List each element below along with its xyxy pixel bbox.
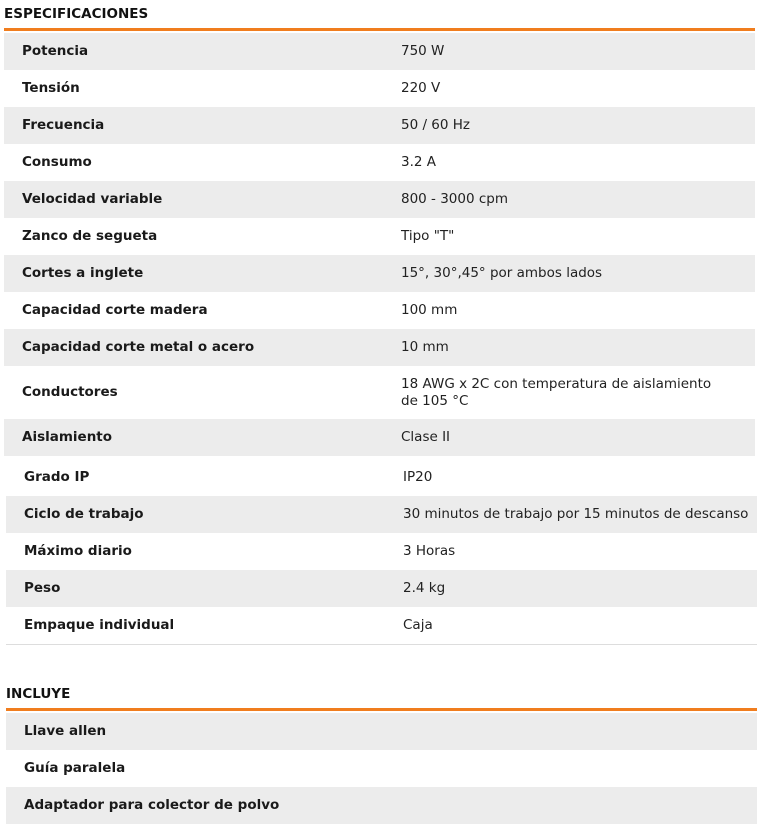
spec-value: Tipo "T" — [401, 228, 455, 244]
incluye-table — [6, 713, 757, 824]
spec-value: 30 minutos de trabajo por 15 minutos de descanso — [403, 496, 757, 533]
spec-value: 800 - 3000 cpm — [401, 181, 755, 218]
spec-value: Caja — [403, 617, 433, 633]
spec-label: Tensión — [22, 80, 80, 96]
spec-row-ciclo — [6, 496, 757, 533]
incluye-item-label: Llave allen — [6, 713, 757, 750]
spec-label: Empaque individual — [24, 617, 175, 633]
incluye-row — [6, 787, 757, 824]
especificaciones-table-a — [4, 33, 755, 456]
spec-row-conductores — [4, 366, 755, 419]
spec-row-madera — [4, 292, 755, 329]
especificaciones-accent-rule — [4, 28, 755, 31]
spec-value: 10 mm — [401, 329, 755, 366]
spec-label: Zanco de segueta — [22, 228, 158, 244]
spec-label: Máximo diario — [24, 543, 132, 559]
spec-row-tension — [4, 70, 755, 107]
incluye-row — [6, 750, 757, 787]
spec-value: 3 Horas — [403, 543, 456, 559]
incluye-row — [6, 713, 757, 750]
spec-label: Ciclo de trabajo — [6, 496, 403, 533]
spec-row-empaque — [6, 607, 757, 644]
especificaciones-title: ESPECIFICACIONES — [4, 6, 149, 22]
spec-label: Frecuencia — [4, 107, 401, 144]
spec-row-potencia — [4, 33, 755, 70]
spec-row-inglete — [4, 255, 755, 292]
especificaciones-table-b — [6, 459, 757, 644]
especificaciones-bottom-divider — [6, 644, 757, 645]
incluye-item-label: Adaptador para colector de polvo — [6, 787, 757, 824]
spec-row-grado-ip — [6, 459, 757, 496]
spec-row-frecuencia — [4, 107, 755, 144]
spec-value: 750 W — [401, 33, 755, 70]
spec-value: 220 V — [401, 80, 441, 96]
spec-row-peso — [6, 570, 757, 607]
spec-label: Aislamiento — [4, 419, 401, 456]
spec-label: Conductores — [22, 384, 118, 400]
spec-label: Capacidad corte madera — [22, 302, 208, 318]
spec-row-metal — [4, 329, 755, 366]
incluye-title: INCLUYE — [6, 686, 71, 702]
spec-value: Clase II — [401, 419, 755, 456]
spec-value: 3.2 A — [401, 154, 436, 170]
spec-label: Consumo — [22, 154, 92, 170]
spec-value: IP20 — [403, 469, 433, 485]
spec-label: Velocidad variable — [4, 181, 401, 218]
spec-row-velocidad — [4, 181, 755, 218]
spec-row-aislamiento — [4, 419, 755, 456]
spec-label: Potencia — [4, 33, 401, 70]
incluye-accent-rule — [6, 708, 757, 711]
spec-label: Peso — [6, 570, 403, 607]
spec-row-zanco — [4, 218, 755, 255]
spec-row-consumo — [4, 144, 755, 181]
spec-value: 100 mm — [401, 302, 458, 318]
spec-label: Grado IP — [24, 469, 90, 485]
spec-label: Cortes a inglete — [4, 255, 401, 292]
spec-value: 50 / 60 Hz — [401, 107, 755, 144]
incluye-item-label: Guía paralela — [24, 760, 126, 776]
spec-value: 15°, 30°,45° por ambos lados — [401, 255, 755, 292]
spec-value: 2.4 kg — [403, 570, 757, 607]
spec-value: 18 AWG x 2C con temperatura de aislamiento de 105 °C — [401, 375, 712, 409]
spec-row-maximo — [6, 533, 757, 570]
spec-label: Capacidad corte metal o acero — [4, 329, 401, 366]
